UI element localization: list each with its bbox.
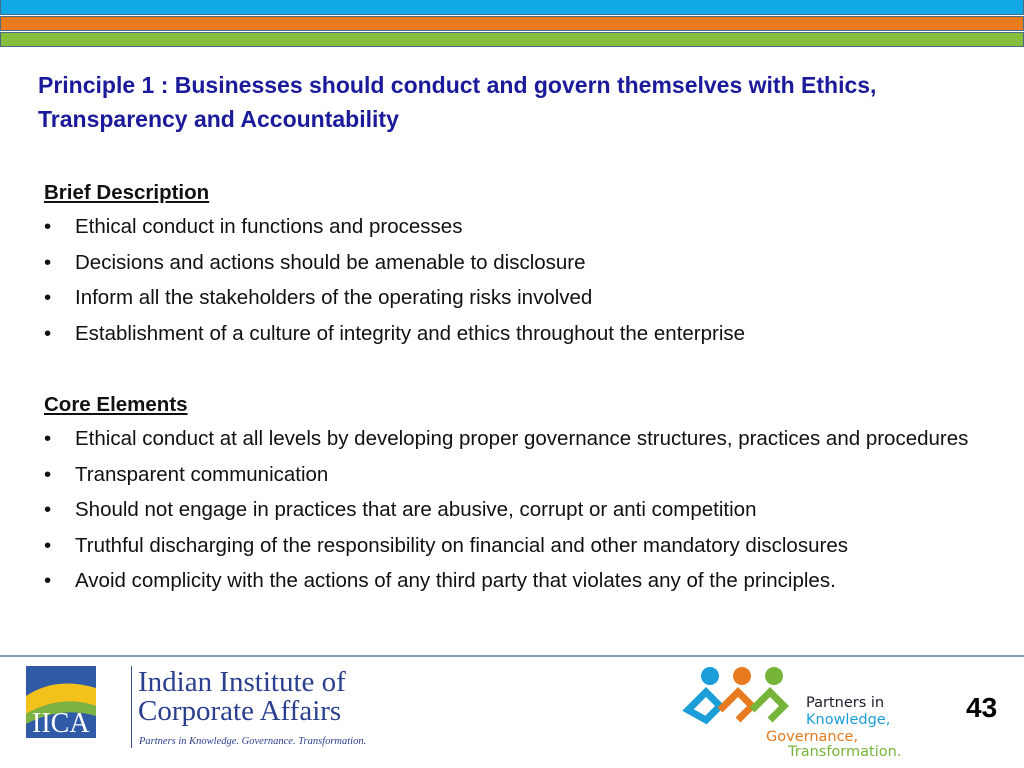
partners-people-icon (680, 664, 810, 734)
core-elements-list (44, 424, 1004, 596)
org-name: Indian Institute of Corporate Affairs (138, 666, 346, 727)
bullet-icon: • (44, 569, 52, 592)
partners-text-governance: Governance, (766, 729, 859, 745)
list-item: • Transparent communication (44, 460, 1004, 490)
section-heading-core-elements: Core Elements (44, 393, 188, 416)
bullet-icon: • (44, 427, 52, 450)
list-item: • Inform all the stakeholders of the operating risks involved (44, 283, 1004, 313)
bullet-icon: • (44, 215, 52, 238)
list-item: • Ethical conduct in functions and processes (44, 212, 1004, 242)
bullet-icon: • (44, 533, 52, 557)
top-stripe-blue (0, 0, 1024, 15)
bullet-icon: • (44, 462, 52, 486)
footer-divider (0, 655, 1024, 657)
list-item: • Truthful discharging of the responsibility on financial and other mandatory disclosures (44, 531, 1004, 561)
bullet-icon: • (44, 498, 52, 521)
iica-logo-icon (26, 666, 128, 738)
section-heading-brief-description: Brief Description (44, 181, 210, 204)
page-number: 43 (966, 692, 998, 723)
slide-title: Principle 1 : Businesses should conduct and govern themselves with Ethics, Transparency and Accountability (38, 72, 877, 132)
brief-description-list (44, 212, 1004, 349)
bullet-icon: • (44, 250, 52, 274)
slide-content (44, 178, 1004, 602)
logo-divider (131, 666, 132, 748)
list-item: • Ethical conduct at all levels by developing proper governance structures, practices and procedures (44, 424, 1004, 454)
list-item: • Avoid complicity with the actions of any third party that violates any of the principles. (44, 566, 1004, 596)
top-stripe-green (0, 32, 1024, 47)
top-stripe-orange (0, 16, 1024, 31)
list-item: • Establishment of a culture of integrity and ethics throughout the enterprise (44, 319, 1004, 349)
bullet-icon: • (44, 286, 52, 309)
partners-text: Partners in Knowledge, (806, 695, 891, 728)
bullet-icon: • (44, 321, 52, 345)
list-item: • Should not engage in practices that are abusive, corrupt or anti competition (44, 495, 1004, 525)
partners-text-transformation: Transformation. (788, 744, 902, 760)
list-item: • Decisions and actions should be amenable to disclosure (44, 248, 1004, 278)
org-tagline: Partners in Knowledge. Governance. Transformation. (139, 736, 367, 747)
svg-text:IICA: IICA (32, 708, 90, 738)
